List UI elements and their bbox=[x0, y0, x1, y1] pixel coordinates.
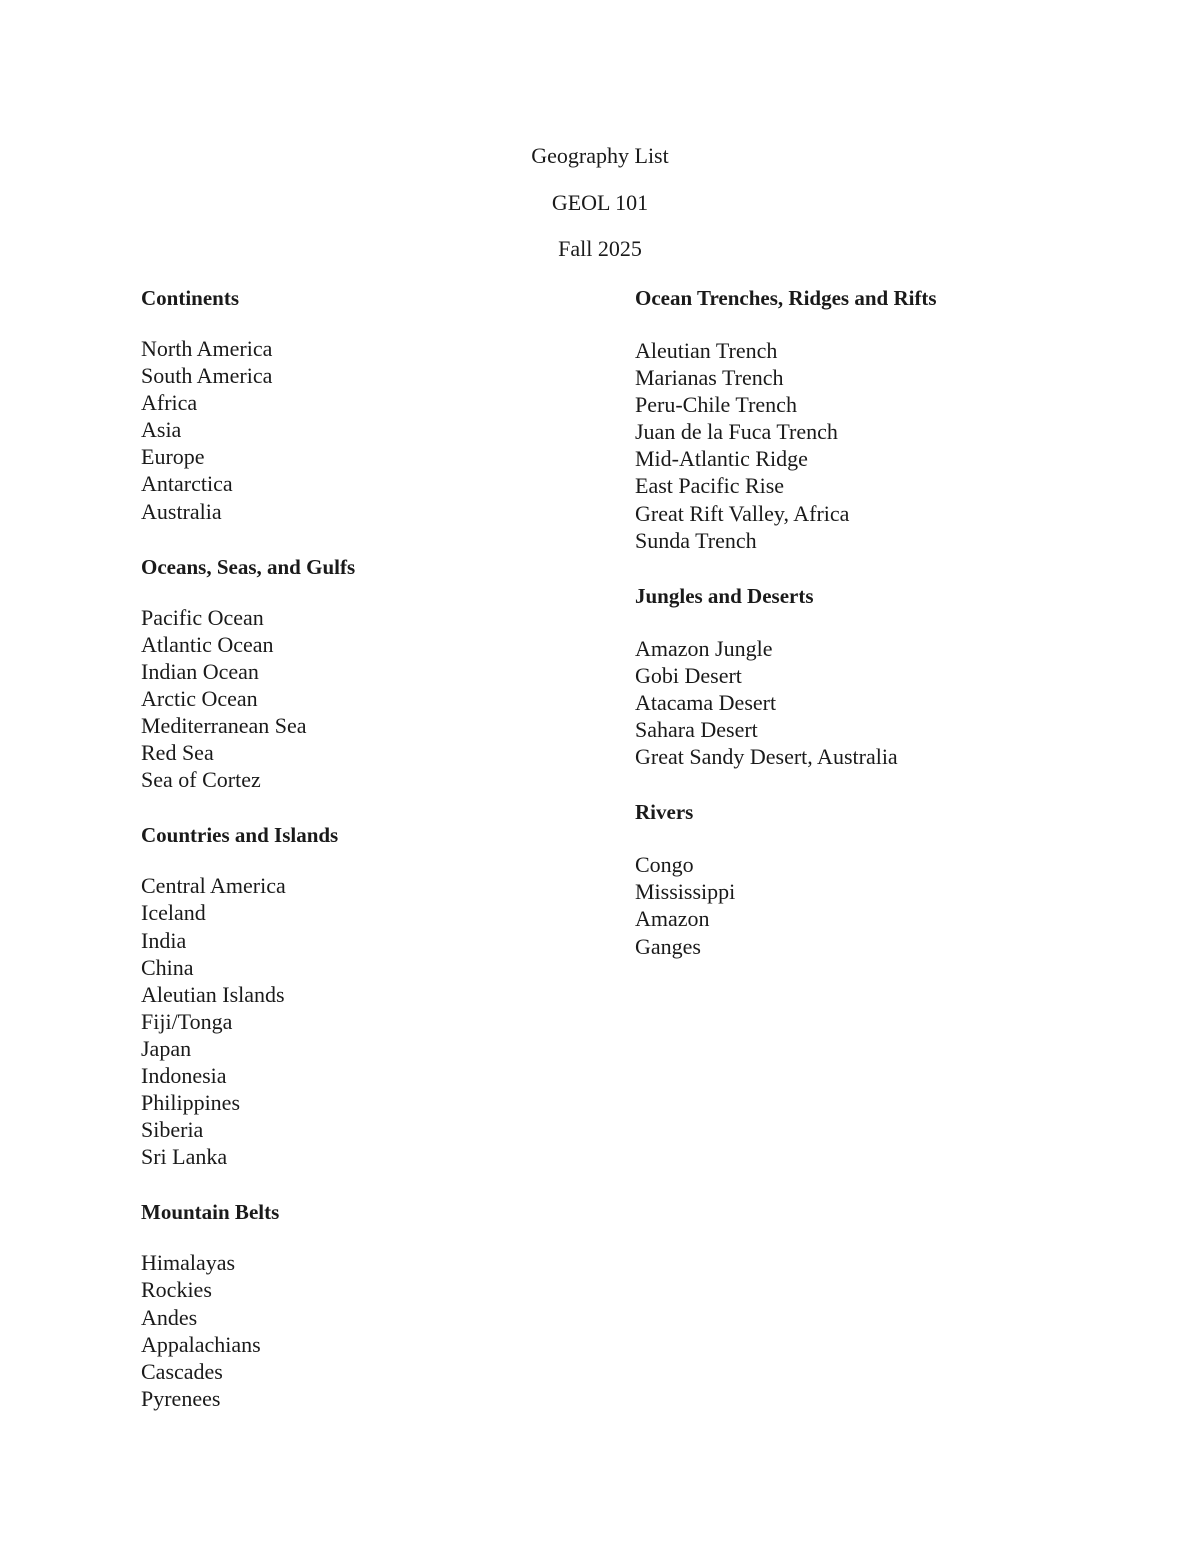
list-item: Congo bbox=[635, 852, 694, 878]
list-item: Rockies bbox=[141, 1277, 212, 1303]
list-item: East Pacific Rise bbox=[635, 473, 785, 499]
list-item: Himalayas bbox=[141, 1250, 236, 1276]
section-heading: Jungles and Deserts bbox=[635, 583, 814, 608]
list-item: Central America bbox=[141, 873, 286, 899]
term-label: Fall 2025 bbox=[558, 236, 642, 261]
section-jungles-and-deserts bbox=[635, 581, 1155, 770]
section-ocean-trenches-ridges-and-rifts bbox=[635, 283, 1155, 554]
list-item: Australia bbox=[141, 498, 222, 524]
list-item: Aleutian Islands bbox=[141, 981, 285, 1007]
list-item: India bbox=[141, 927, 187, 953]
list-item: Andes bbox=[141, 1304, 198, 1330]
section-heading: Ocean Trenches, Ridges and Rifts bbox=[635, 286, 937, 310]
list-item: Gobi Desert bbox=[635, 662, 742, 688]
list-item: Asia bbox=[141, 417, 182, 443]
section-continents bbox=[141, 283, 601, 525]
list-item: Antarctica bbox=[141, 471, 233, 497]
document-title: Geography List bbox=[531, 143, 669, 168]
section-rivers bbox=[635, 797, 1155, 959]
list-item: Juan de la Fuca Trench bbox=[635, 419, 838, 445]
list-item: Arctic Ocean bbox=[141, 685, 258, 711]
list-item: Sri Lanka bbox=[141, 1144, 228, 1170]
list-item: Great Rift Valley, Africa bbox=[635, 500, 850, 526]
document-header bbox=[0, 141, 1200, 281]
list-item: Appalachians bbox=[141, 1331, 261, 1357]
list-item: Philippines bbox=[141, 1090, 241, 1116]
list-item: Amazon Jungle bbox=[635, 635, 773, 661]
list-item: Fiji/Tonga bbox=[141, 1008, 233, 1034]
list-item: China bbox=[141, 954, 194, 980]
section-heading: Continents bbox=[141, 286, 240, 310]
list-item: Red Sea bbox=[141, 740, 214, 766]
list-item: Indian Ocean bbox=[141, 658, 259, 684]
section-heading: Oceans, Seas, and Gulfs bbox=[141, 554, 356, 579]
list-item: Pacific Ocean bbox=[141, 604, 264, 630]
list-item: Ganges bbox=[635, 933, 701, 959]
list-item: Mississippi bbox=[635, 879, 736, 905]
right-column bbox=[635, 283, 1155, 987]
section-mountain-belts bbox=[141, 1197, 601, 1412]
list-item: North America bbox=[141, 336, 273, 361]
list-item: Cascades bbox=[141, 1358, 223, 1384]
course-code: GEOL 101 bbox=[551, 189, 649, 215]
list-item: Sea of Cortez bbox=[141, 767, 261, 793]
list-item: Amazon bbox=[635, 906, 710, 932]
list-item: Europe bbox=[141, 444, 205, 470]
list-item: Siberia bbox=[141, 1117, 204, 1143]
section-heading: Countries and Islands bbox=[141, 823, 339, 848]
section-heading: Mountain Belts bbox=[141, 1200, 280, 1225]
section-heading: Rivers bbox=[635, 800, 694, 825]
list-item: Marianas Trench bbox=[635, 365, 784, 391]
list-item: Aleutian Trench bbox=[635, 338, 778, 363]
list-item: Atacama Desert bbox=[635, 689, 777, 715]
list-item: Peru-Chile Trench bbox=[635, 392, 797, 418]
list-item: South America bbox=[141, 363, 273, 389]
list-item: Sahara Desert bbox=[635, 717, 758, 743]
list-item: Japan bbox=[141, 1035, 192, 1061]
list-item: Pyrenees bbox=[141, 1385, 221, 1411]
section-countries-and-islands bbox=[141, 820, 601, 1170]
list-item: Iceland bbox=[141, 900, 206, 926]
list-item: Great Sandy Desert, Australia bbox=[635, 744, 898, 770]
left-column bbox=[141, 283, 601, 1439]
list-item: Sunda Trench bbox=[635, 527, 757, 553]
list-item: Atlantic Ocean bbox=[141, 631, 274, 657]
list-item: Mid-Atlantic Ridge bbox=[635, 446, 808, 472]
list-item: Indonesia bbox=[141, 1062, 227, 1088]
list-item: Africa bbox=[141, 390, 198, 416]
list-item: Mediterranean Sea bbox=[141, 713, 307, 739]
section-oceans-seas-and-gulfs bbox=[141, 552, 601, 794]
